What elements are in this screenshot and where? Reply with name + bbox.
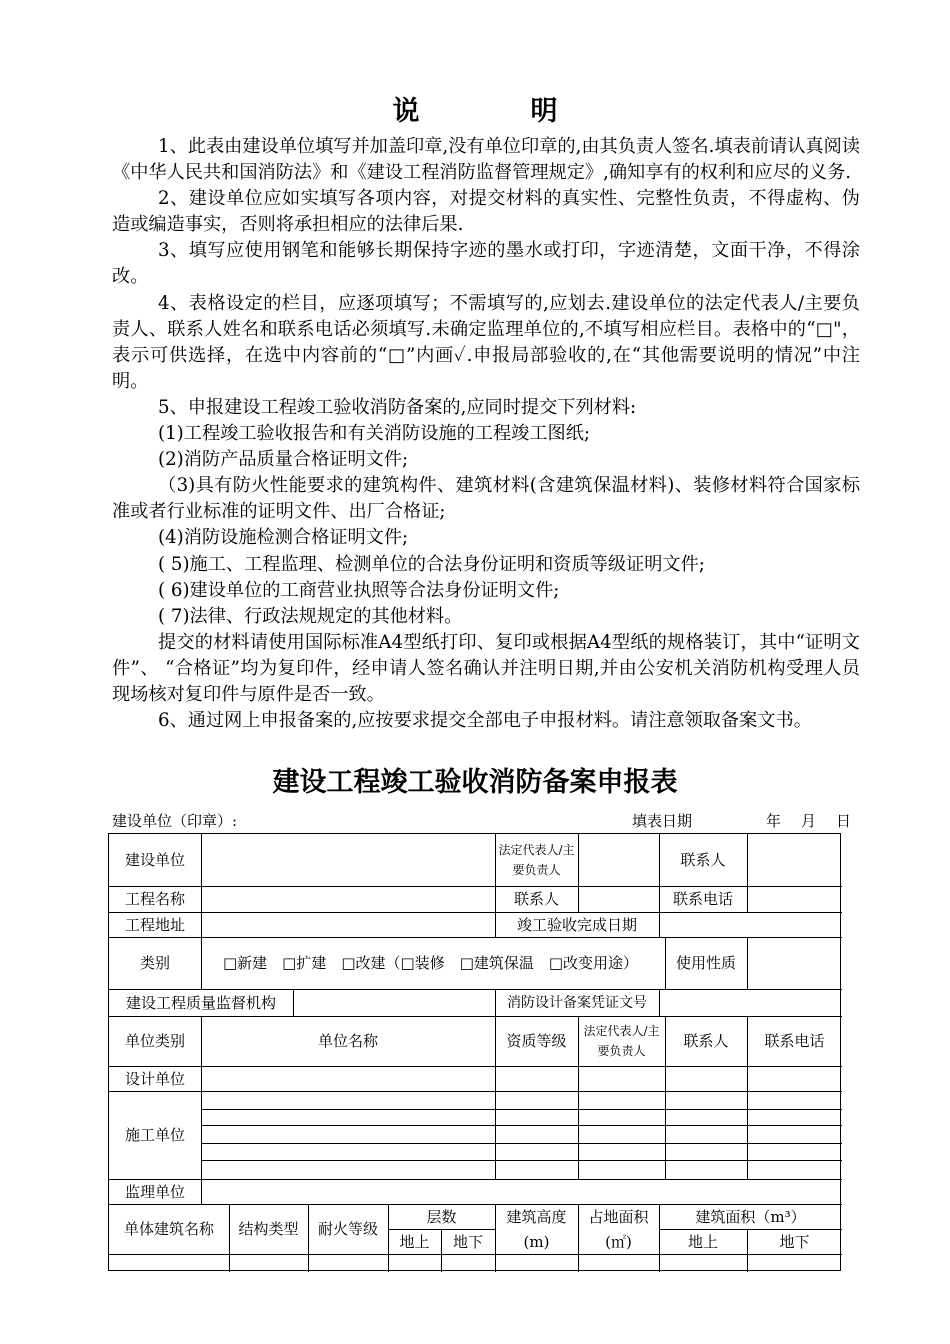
land-area-unit: (㎡) <box>605 1232 632 1251</box>
year-label: 年 <box>766 812 784 830</box>
fire-design-doc-label: 消防设计备案凭证文号 <box>507 994 647 1011</box>
applicant-seal-label: 建设单位（印章）: <box>112 812 238 830</box>
completion-date-label: 竣工验收完成日期 <box>516 915 637 934</box>
instruction-paragraph: 5、申报建设工程竣工验收消防备案的,应同时提交下列材料: <box>158 396 637 418</box>
instruction-paragraph: ( 5)施工、工程监理、检测单位的合法身份证明和资质等级证明文件; <box>158 553 705 575</box>
form-title: 建设工程竣工验收消防备案申报表 <box>272 767 678 798</box>
legal-rep-field[interactable] <box>578 834 659 886</box>
structure-type-header: 结构类型 <box>238 1220 299 1238</box>
row-divider <box>109 1254 842 1255</box>
floors-header: 层数 <box>426 1207 457 1226</box>
contact-header: 联系人 <box>683 1032 729 1050</box>
contact-phone-header: 联系电话 <box>764 1032 825 1050</box>
project-name-field[interactable] <box>201 886 495 912</box>
fire-rating-header: 耐火等级 <box>317 1220 378 1238</box>
contact-phone-field[interactable] <box>747 886 842 912</box>
instruction-paragraph: 6、通过网上申报备案的,应按要求提交全部电子申报材料。请注意领取备案文书。 <box>158 710 812 732</box>
contact-label-2: 联系人 <box>513 890 559 908</box>
legal-rep-label: 法定代表人/主要负责人 <box>498 843 575 877</box>
height-header: 建筑高度 <box>506 1207 567 1226</box>
floor-area-above-header: 地上 <box>687 1232 718 1251</box>
instructions-body <box>112 134 860 734</box>
usage-label: 使用性质 <box>675 954 736 972</box>
floor-area-below-header: 地下 <box>779 1232 810 1251</box>
quality-agency-field[interactable] <box>293 989 495 1016</box>
contact-label: 联系人 <box>680 851 726 869</box>
usage-field[interactable] <box>747 937 842 989</box>
floor-area-header: 建筑面积（m³） <box>695 1207 806 1226</box>
legal-rep-header: 法定代表人/主要负责人 <box>583 1024 660 1058</box>
row-divider <box>109 1179 842 1180</box>
construction-unit-label: 建设单位 <box>124 851 185 869</box>
row-divider <box>201 1109 842 1110</box>
unit-name-header: 单位名称 <box>317 1032 378 1050</box>
instruction-paragraph: ( 6)建设单位的工商营业执照等合法身份证明文件; <box>158 579 560 601</box>
instruction-paragraph: 4、表格设定的栏目，应逐项填写；不需填写的,应划去.建设单位的法定代表人/主要负责人、联系人姓名和联系电话必须填写.未确定监理单位的,不填写相应栏目。表格中的“□"，表示可供选择，在选中内容前的“□”内画✓.申报局部验收的,在“其他需要说明的情况”中注明。 <box>112 292 860 392</box>
category-options[interactable]: □新建 □扩建 □改建（□装修 □建筑保温 □改变用途） <box>223 954 639 972</box>
builder-unit-label: 施工单位 <box>124 1126 185 1144</box>
building-name-header: 单体建筑名称 <box>123 1220 214 1238</box>
project-name-label: 工程名称 <box>124 890 185 908</box>
height-unit: (m) <box>523 1232 550 1251</box>
qualification-header: 资质等级 <box>506 1032 567 1050</box>
construction-unit-field[interactable] <box>201 834 495 886</box>
quality-agency-label: 建设工程质量监督机构 <box>125 993 276 1012</box>
contact-field-2[interactable] <box>578 886 659 912</box>
project-address-field[interactable] <box>201 912 495 937</box>
instruction-paragraph: (2)消防产品质量合格证明文件; <box>158 449 409 471</box>
project-address-label: 工程地址 <box>124 915 185 934</box>
fill-date-label: 填表日期 <box>632 812 693 830</box>
floors-below-header: 地下 <box>452 1232 483 1251</box>
category-label: 类别 <box>139 954 170 972</box>
instruction-paragraph: ( 7)法律、行政法规规定的其他材料。 <box>158 605 463 627</box>
instructions-title: 说 明 <box>392 96 600 127</box>
row-divider <box>201 1160 842 1161</box>
floors-above-header: 地上 <box>399 1232 430 1251</box>
fire-design-doc-field[interactable] <box>659 989 842 1016</box>
row-divider <box>109 1091 842 1092</box>
contact-phone-label: 联系电话 <box>672 890 733 908</box>
contact-field[interactable] <box>747 834 842 886</box>
completion-date-field[interactable] <box>659 912 842 937</box>
instruction-paragraph: （3)具有防火性能要求的建筑构件、建筑材料(含建筑保温材料)、装修材料符合国家标准或者行业标准的证明文件、出厂合格证; <box>112 475 860 523</box>
day-label: 日 <box>836 812 854 830</box>
supervision-unit-label: 监理单位 <box>124 1182 185 1201</box>
instruction-paragraph: 提交的材料请使用国际标准A4型纸打印、复印或根据A4型纸的规格装订，其中“证明文件”、 “合格证”均为复印件，经申请人签名确认并注明日期,并由公安机关消防机构受理人员现场核对复印件与原件是否一致。 <box>112 631 860 705</box>
row-divider <box>201 1143 842 1144</box>
date-fields <box>766 810 871 832</box>
month-label: 月 <box>801 812 819 830</box>
instruction-paragraph: 2、建设单位应如实填写各项内容，对提交材料的真实性、完整性负责，不得虚构、伪造或编造事实，否则将承担相应的法律后果. <box>112 188 860 236</box>
design-unit-label: 设计单位 <box>124 1069 185 1088</box>
instruction-paragraph: 3、填写应使用钢笔和能够长期保持字迹的墨水或打印，字迹清楚，文面干净，不得涂改。 <box>112 240 860 288</box>
instruction-paragraph: (1)工程竣工验收报告和有关消防设施的工程竣工图纸; <box>158 423 591 445</box>
row-divider <box>201 1125 842 1126</box>
filing-form-table <box>108 833 841 1271</box>
unit-type-header: 单位类别 <box>124 1032 185 1050</box>
instruction-paragraph: (4)消防设施检测合格证明文件; <box>158 527 409 549</box>
land-area-header: 占地面积 <box>588 1207 649 1226</box>
row-divider <box>109 1066 842 1067</box>
instruction-paragraph: 1、此表由建设单位填写并加盖印章,没有单位印章的,由其负责人签名.填表前请认真阅读《中华人民共和国消防法》和《建设工程消防监督管理规定》,确知享有的权利和应尽的义务. <box>112 136 860 184</box>
